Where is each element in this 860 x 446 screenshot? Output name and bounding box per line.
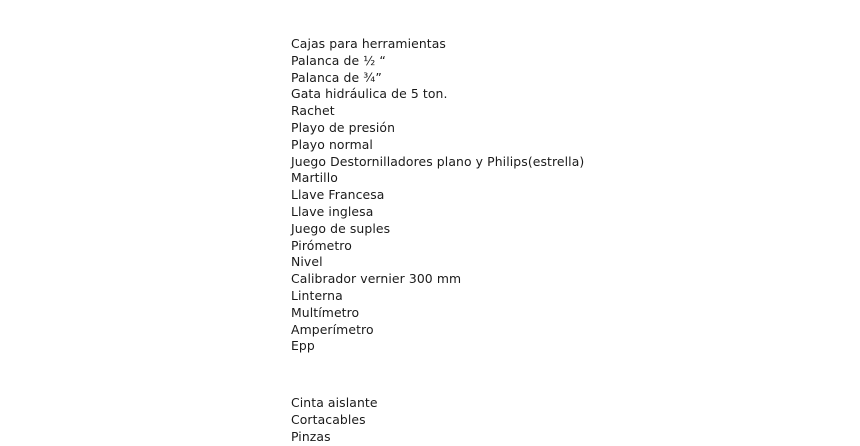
tools-list <box>291 36 831 355</box>
list-item: Llave Francesa <box>291 187 385 203</box>
list-item: Calibrador vernier 300 mm <box>291 271 462 287</box>
list-item: Gata hidráulica de 5 ton. <box>291 86 448 102</box>
list-item: Juego de suples <box>291 220 391 236</box>
list-item: Llave inglesa <box>291 203 374 219</box>
list-item: Pirómetro <box>291 237 352 253</box>
list-item: Palanca de ½ “ <box>291 52 386 68</box>
section-spacer <box>291 355 831 395</box>
list-item: Palanca de ¾” <box>291 69 382 85</box>
list-item: Amperímetro <box>291 321 374 337</box>
list-item: Multímetro <box>291 304 360 320</box>
list-item: Juego Destornilladores plano y Philips(estrella) <box>291 153 585 169</box>
list-item: Cortacables <box>291 411 366 427</box>
list-item: Playo de presión <box>291 119 396 135</box>
list-item: Pinzas <box>291 428 331 444</box>
supplies-list <box>291 395 831 445</box>
list-item: Epp <box>291 338 315 354</box>
list-item: Linterna <box>291 287 343 303</box>
list-item: Playo normal <box>291 136 373 152</box>
list-item: Nivel <box>291 254 323 270</box>
list-item: Martillo <box>291 170 338 186</box>
document-body <box>291 36 831 446</box>
list-item: Cinta aislante <box>291 395 378 411</box>
list-item: Rachet <box>291 103 335 119</box>
list-item: Cajas para herramientas <box>291 36 446 51</box>
